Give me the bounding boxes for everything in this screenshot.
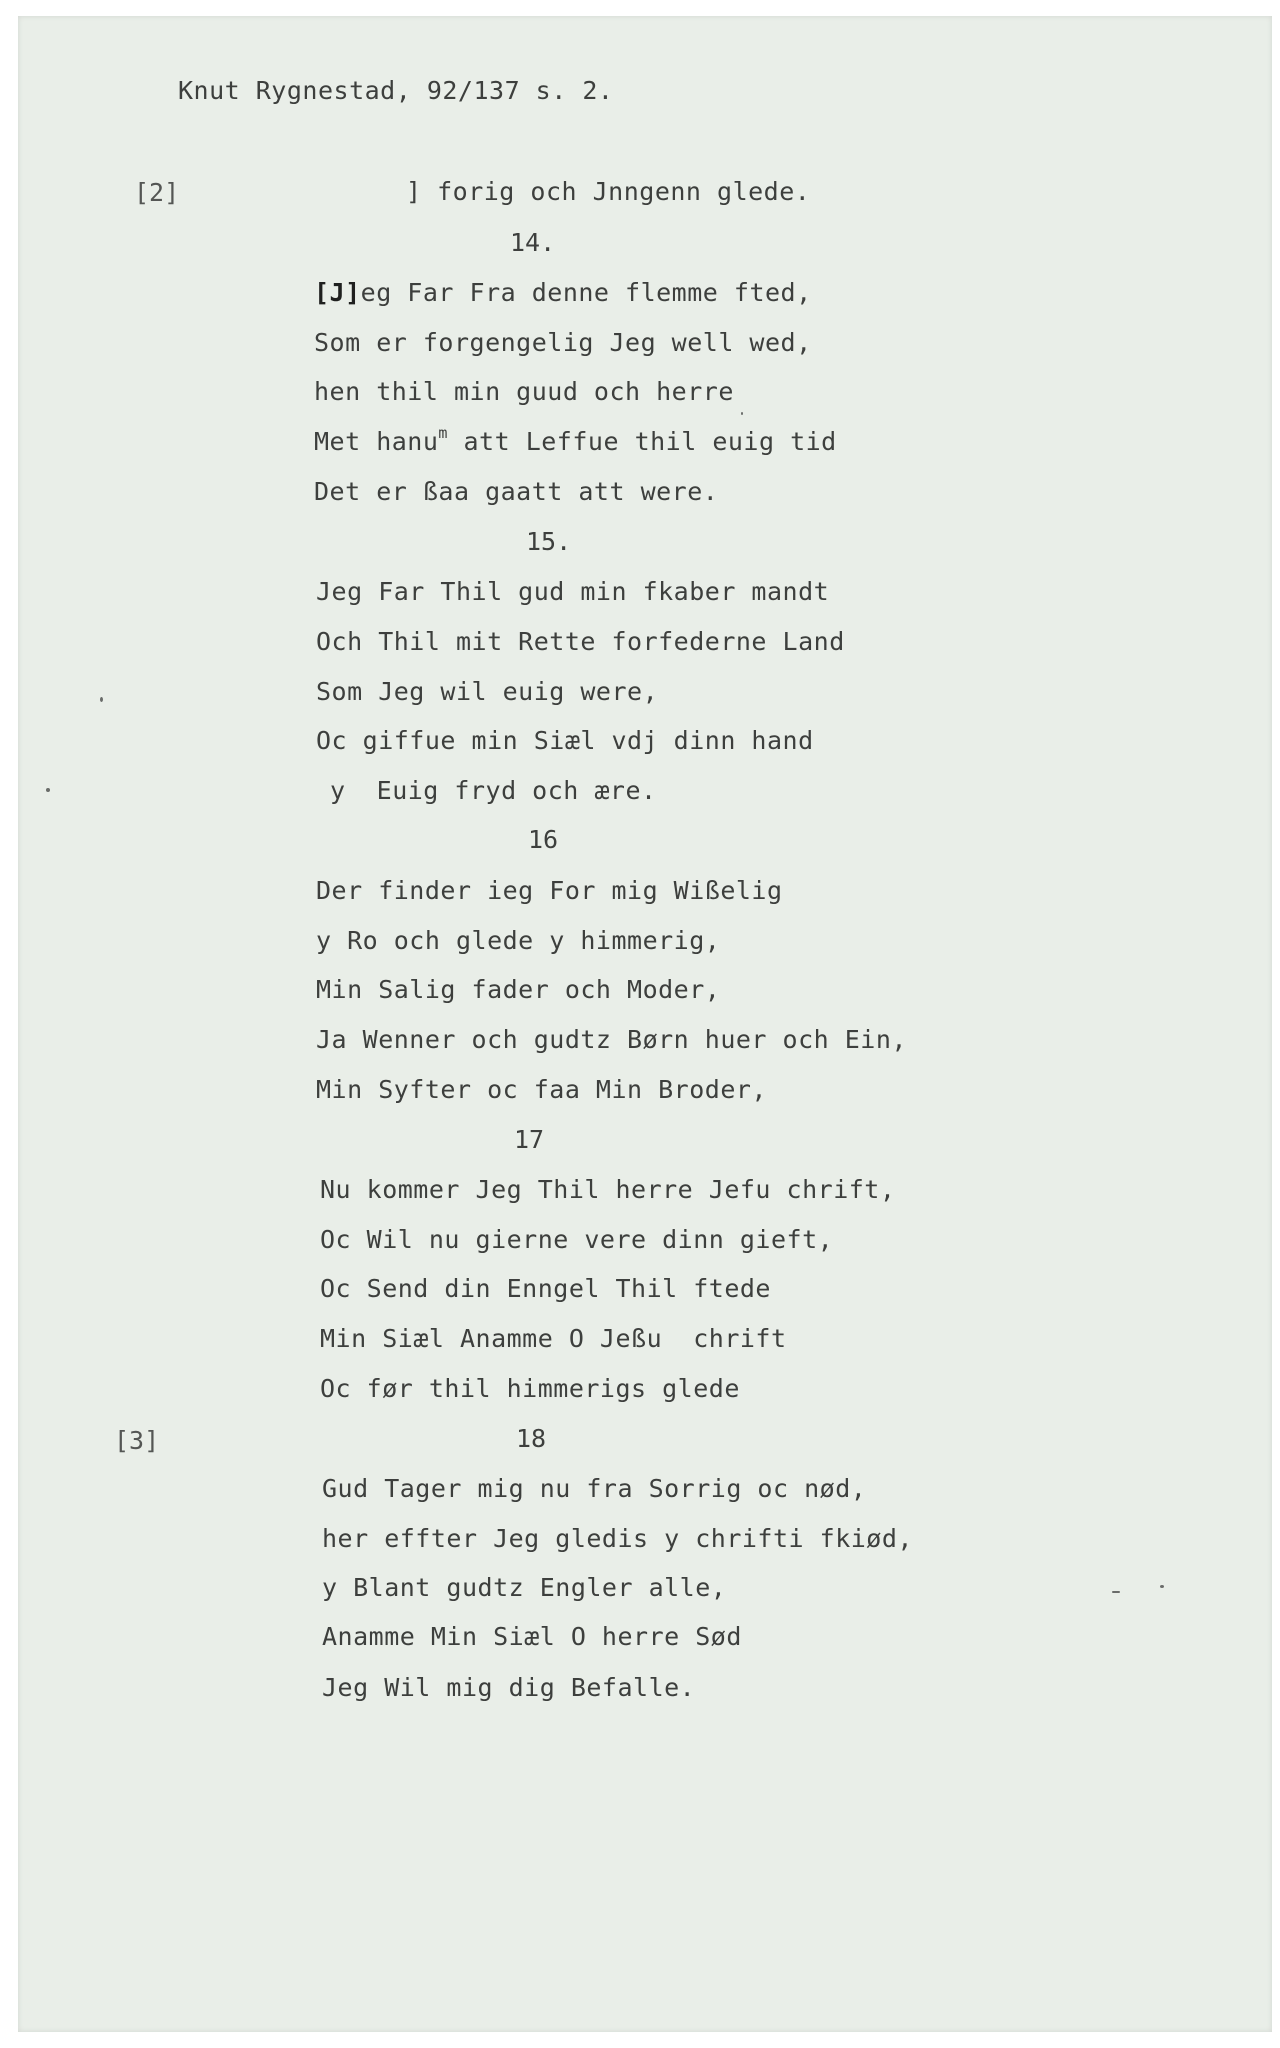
verse-line: Anamme Min Siæl O herre Sød <box>322 1622 742 1651</box>
paper-speck <box>741 412 743 415</box>
stanza-number: 17 <box>514 1125 545 1154</box>
verse-line: Och Thil mit Rette forfederne Land <box>316 627 845 656</box>
verse-line-text: att Leffue thil euig tid <box>447 427 837 456</box>
verse-line: Som Jeg wil euig were, <box>316 677 659 706</box>
verse-line: Som er forgengelig Jeg well wed, <box>314 328 812 357</box>
document-page <box>18 16 1272 2032</box>
verse-line: Min Siæl Anamme O Jeßu chrift <box>320 1324 787 1353</box>
verse-line: y Ro och glede y himmerig, <box>316 926 721 955</box>
verse-line: Oc Send din Enngel Thil ftede <box>320 1274 771 1303</box>
verse-line: Jeg Wil mig dig Befalle. <box>322 1673 696 1702</box>
page-bottom-margin <box>0 2032 1280 2048</box>
document-header: Knut Rygnestad, 92/137 s. 2. <box>178 76 614 105</box>
verse-line: Jeg Far Thil gud min fkaber mandt <box>316 577 830 606</box>
verse-line: hen thil min guud och herre <box>314 377 734 406</box>
verse-line: Der finder ieg For mig Wißelig <box>316 876 783 905</box>
verse-line <box>314 280 812 305</box>
verse-line: Gud Tager mig nu fra Sorrig oc nød, <box>322 1474 867 1503</box>
verse-line: Oc Wil nu gierne vere dinn gieft, <box>320 1225 834 1254</box>
paper-speck <box>100 697 103 702</box>
opening-line: ] forig och Jnngenn glede. <box>406 177 811 206</box>
verse-line: Min Syfter oc faa Min Broder, <box>316 1075 767 1104</box>
stanza-number: 18 <box>516 1424 547 1453</box>
editorial-bracket: [J] <box>314 278 361 307</box>
verse-line: Oc før thil himmerigs glede <box>320 1374 740 1403</box>
verse-line: Nu kommer Jeg Thil herre Jefu chrift, <box>320 1175 896 1204</box>
verse-line: Min Salig fader och Moder, <box>316 975 721 1004</box>
verse-line: Oc giffue min Siæl vdj dinn hand <box>316 726 814 755</box>
verse-line: y Blant gudtz Engler alle, <box>322 1573 727 1602</box>
verse-line: Ja Wenner och gudtz Børn huer och Ein, <box>316 1025 907 1054</box>
verse-line <box>314 424 837 456</box>
paper-speck <box>1160 1585 1164 1588</box>
margin-ref-3: [3] <box>114 1426 160 1455</box>
verse-line: her effter Jeg gledis y chrifti fkiød, <box>322 1524 913 1553</box>
verse-line: y Euig fryd och ære. <box>330 776 657 805</box>
stanza-number: 15. <box>526 527 572 556</box>
stanza-number: 14. <box>510 228 556 257</box>
verse-line-text: eg Far Fra denne flemme fted, <box>360 278 812 307</box>
margin-ref-2: [2] <box>134 178 180 207</box>
stanza-number: 16 <box>528 825 559 854</box>
verse-line: Det er ßaa gaatt att were. <box>314 477 719 506</box>
superscript: m <box>438 424 448 442</box>
pencil-mark <box>1112 1591 1120 1593</box>
verse-line-text: Met hanu <box>314 427 439 456</box>
paper-speck <box>46 788 50 792</box>
